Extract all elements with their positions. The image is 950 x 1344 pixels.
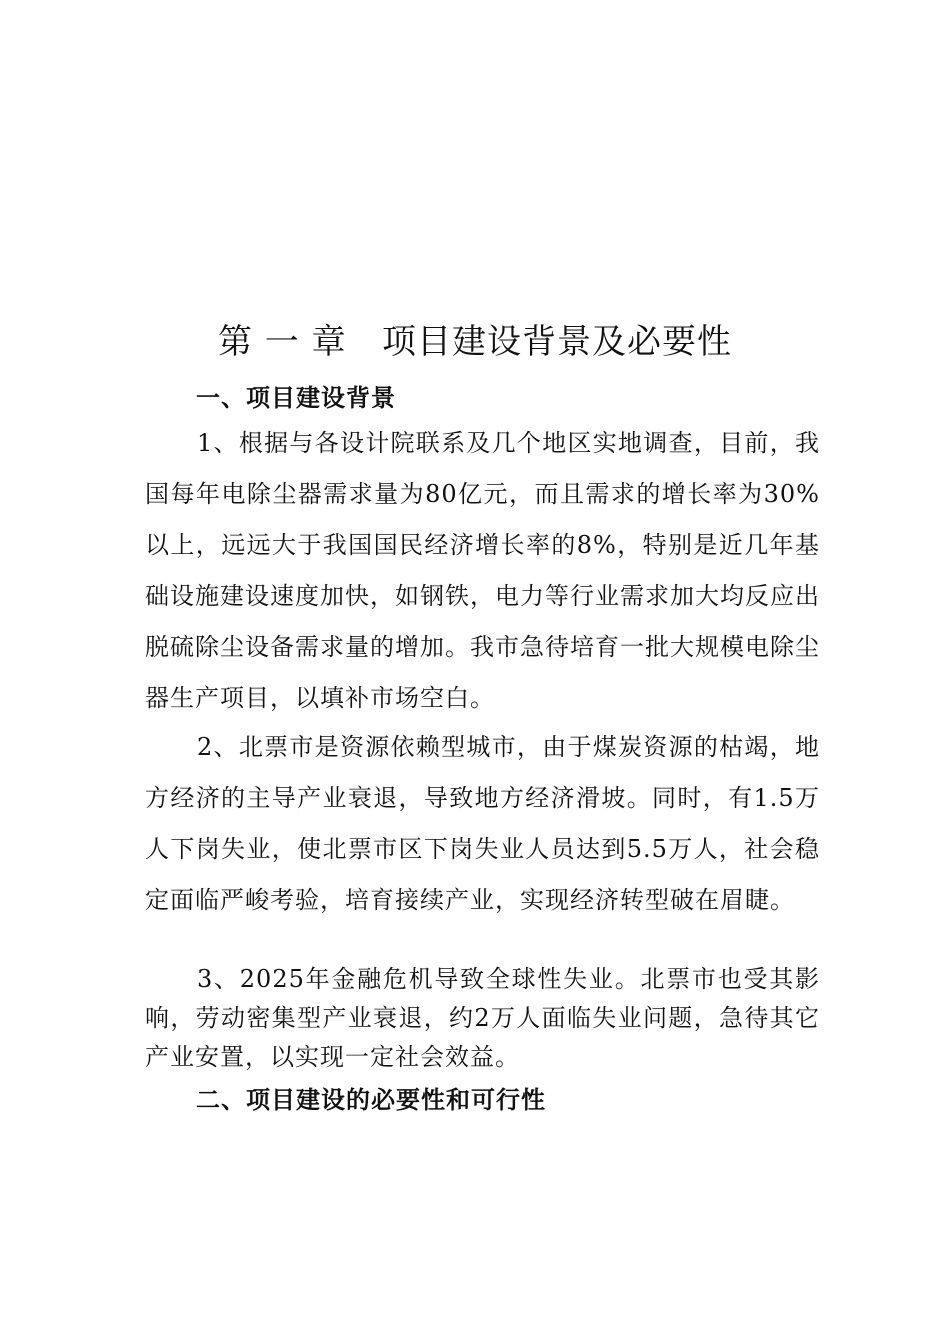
section-heading-necessity: 二、项目建设的必要性和可行性	[196, 1086, 546, 1114]
section-heading-background: 一、项目建设背景	[196, 384, 396, 412]
chapter-title: 第 一 章 项目建设背景及必要性	[217, 322, 733, 362]
paragraph-2: 2、北票市是资源依赖型城市，由于煤炭资源的枯竭，地方经济的主导产业衰退，导致地方经济滑坡。同时，有1.5万人下岗失业，使北票市区下岗失业人员达到5.5万人，社会稳定面临严峻考验，培育接续产业，实现经济转型破在眉睫。	[145, 733, 820, 914]
paragraph-3: 3、2025年金融危机导致全球性失业。北票市也受其影响，劳动密集型产业衰退，约2万人面临失业问题，急待其它产业安置，以实现一定社会效益。	[145, 965, 820, 1071]
paragraph-1: 1、根据与各设计院联系及几个地区实地调查，目前，我国每年电除尘器需求量为80亿元，而且需求的增长率为30%以上，远远大于我国国民经济增长率的8%，特别是近几年基础设施建设速度加快，如钢铁，电力等行业需求加大均反应出脱硫除尘设备需求量的增加。我市急待培育一批大规模电除尘器生产项目，以填补市场空白。	[145, 429, 820, 712]
